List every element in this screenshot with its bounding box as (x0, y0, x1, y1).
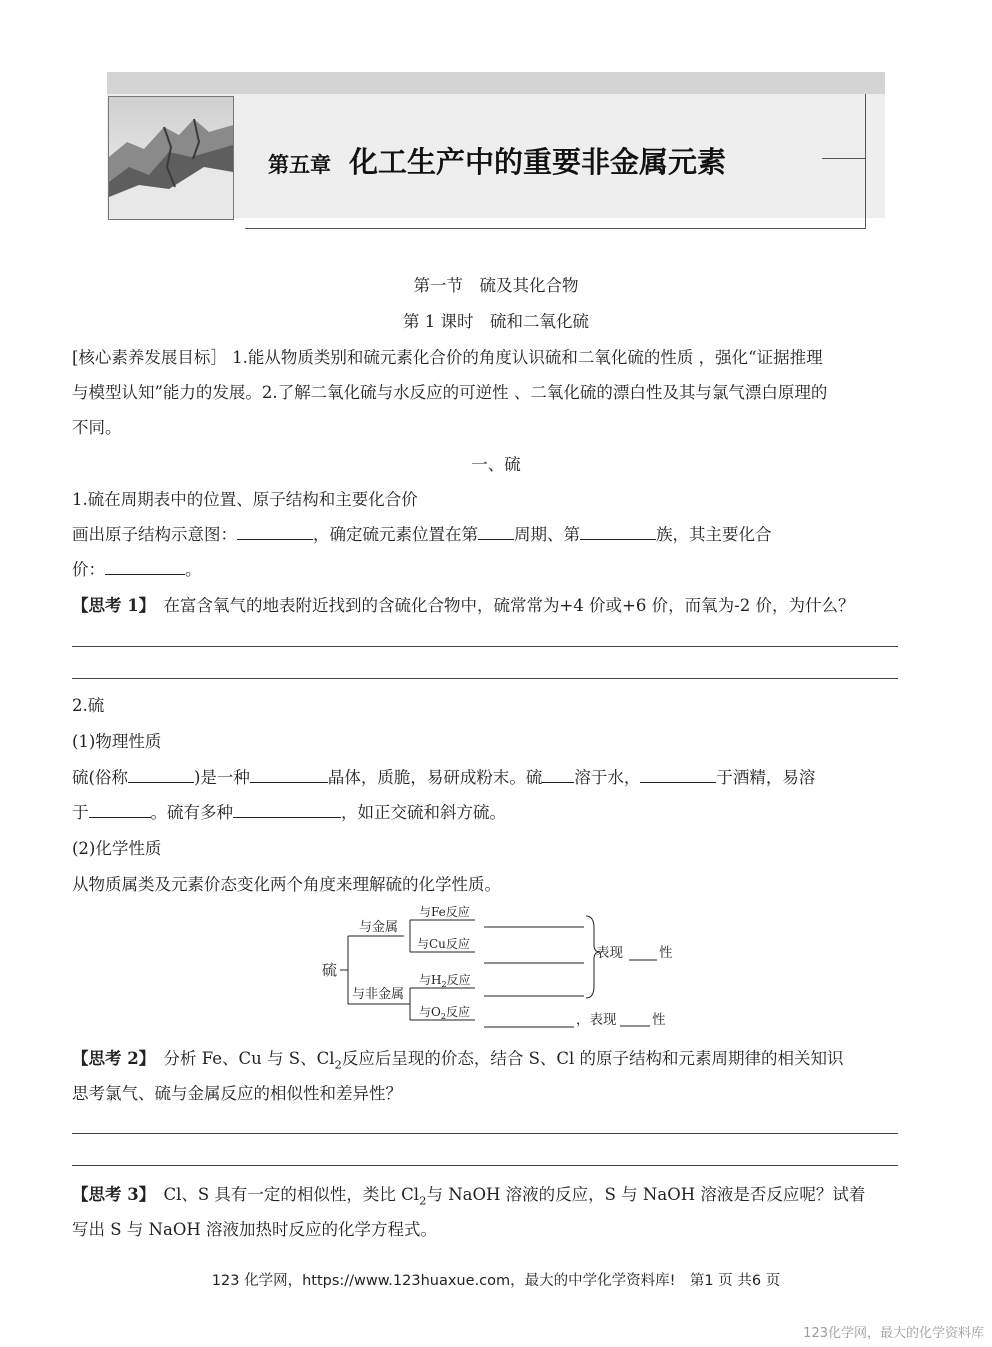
goals-line-2: 与模型认知”能力的发展。2.了解二氧化硫与水反应的可逆性 、二氧化硫的漂白性及其与氯气漂白原理的 (72, 383, 828, 402)
banner-frame-horizontal (245, 228, 866, 229)
think-2-text-b: 反应后呈现的价态，结合 S、Cl 的原子结构和元素周期律的相关知识 (341, 1049, 844, 1068)
q1-text-c: 周期、第 (514, 525, 580, 544)
q1-text-e: 价： (72, 560, 105, 579)
lesson-title: 第 1 课时 硫和二氧化硫 (403, 312, 589, 331)
blank-group[interactable] (580, 522, 656, 540)
answer-line[interactable] (72, 1133, 898, 1134)
page-footer: 123 化学网，https://www.123huaxue.com，最大的中学化学资料库! 第1 页 共6 页 (211, 1273, 781, 1289)
think-3-text-a: Cl、S 具有一定的相似性，类比 Cl (163, 1185, 420, 1204)
think-3-subscript: 2 (419, 1193, 427, 1208)
phys-text-a: 硫(俗称 (72, 768, 128, 787)
answer-line[interactable] (72, 678, 898, 679)
banner-title-underline (822, 158, 866, 159)
part-heading-sulfur: 一、硫 (471, 455, 521, 474)
reaction-diagram (318, 902, 690, 1036)
think-1-label: 【思考 1】 (72, 596, 147, 615)
q1-text-f: 。 (185, 560, 202, 579)
q1-text-a: 画出原子结构示意图： (72, 525, 237, 544)
answer-line[interactable] (72, 646, 898, 647)
banner-frame-vertical (865, 94, 866, 228)
diagram-cu-label: 与Cu反应 (417, 937, 470, 951)
think-3-label: 【思考 3】 (72, 1185, 147, 1204)
think-2 (72, 1045, 844, 1071)
diagram-nonmetal-label: 与非金属 (352, 987, 405, 1002)
phys-text-g: 。硫有多种 (150, 803, 233, 822)
diagram-fe-label: 与Fe反应 (419, 905, 470, 919)
blank-alcohol[interactable] (640, 765, 716, 783)
diagram-show2-suffix: 性 (652, 1012, 666, 1028)
goals-line-3: 不同。 (72, 418, 122, 437)
phys-text-h: ，如正交硫和斜方硫。 (341, 803, 506, 822)
mountain-image (108, 96, 234, 220)
subheading-physical: (1)物理性质 (72, 732, 162, 751)
think-2-subscript: 2 (334, 1057, 342, 1072)
chapter-number: 第五章 (268, 153, 331, 177)
blank-allotropes[interactable] (233, 800, 341, 818)
section-title: 第一节 硫及其化合物 (413, 276, 579, 295)
physical-line-2 (72, 799, 506, 823)
diagram-o2-label: 与$O_2$反应 (419, 1005, 470, 1021)
goals-line-1: [核心素养发展目标］ 1.能从物质类别和硫元素化合价的角度认识硫和二氧化硫的性质 ，强化“证据推理 (72, 348, 823, 367)
diagram-show2-text: ，表现 (576, 1012, 617, 1028)
banner-top-bar (107, 72, 885, 94)
blank-structure[interactable] (237, 522, 313, 540)
think-3-text-b: 与 NaOH 溶液的反应，S 与 NaOH 溶液是否反应呢？试着 (426, 1185, 866, 1204)
physical-line-1 (72, 764, 815, 788)
subheading-position: 1.硫在周期表中的位置、原子结构和主要化合价 (72, 490, 418, 509)
blank-solvent[interactable] (89, 800, 151, 818)
phys-text-b: )是一种 (193, 768, 250, 787)
subheading-chemical: (2)化学性质 (72, 839, 162, 858)
think-3-line-2: 写出 S 与 NaOH 溶液加热时反应的化学方程式。 (72, 1220, 437, 1239)
phys-text-e: 于酒精，易溶 (716, 768, 816, 787)
chapter-heading (268, 140, 726, 181)
question-1-line-2 (72, 556, 202, 580)
answer-line[interactable] (72, 1165, 898, 1166)
think-1-text: 在富含氧气的地表附近找到的含硫化合物中，硫常常为+4 价或+6 价，而氧为-2 价，为什么？ (163, 596, 855, 615)
think-3 (72, 1181, 865, 1207)
blank-period[interactable] (478, 522, 514, 540)
watermark: 123化学网，最大的化学资料库 (803, 1326, 984, 1341)
q1-text-b: ，确定硫元素位置在第 (313, 525, 478, 544)
diagram-show1-text: 表现 (596, 945, 623, 961)
blank-common-name[interactable] (128, 765, 194, 783)
blank-color[interactable] (250, 765, 328, 783)
think-2-text-a: 分析 Fe、Cu 与 S、Cl (163, 1049, 335, 1068)
think-2-line-2: 思考氯气、硫与金属反应的相似性和差异性？ (72, 1084, 402, 1103)
question-1-line-1 (72, 521, 772, 545)
phys-text-f: 于 (72, 803, 89, 822)
think-2-label: 【思考 2】 (72, 1049, 147, 1068)
blank-water[interactable] (542, 765, 574, 783)
phys-text-d: 溶于水， (574, 768, 641, 787)
diagram-h2-label: 与$H_2$反应 (419, 973, 471, 989)
q1-text-d: 族，其主要化合 (656, 525, 772, 544)
subheading-sulfur: 2.硫 (72, 696, 105, 715)
chemical-intro: 从物质属类及元素价态变化两个角度来理解硫的化学性质。 (72, 875, 501, 894)
chapter-title: 化工生产中的重要非金属元素 (349, 145, 727, 179)
blank-valence[interactable] (105, 557, 185, 575)
phys-text-c: 晶体，质脆，易研成粉末。硫 (327, 768, 543, 787)
diagram-show1-suffix: 性 (659, 945, 673, 961)
think-1 (72, 592, 854, 616)
diagram-metal-label: 与金属 (359, 920, 399, 935)
diagram-root-label: 硫 (322, 961, 338, 979)
